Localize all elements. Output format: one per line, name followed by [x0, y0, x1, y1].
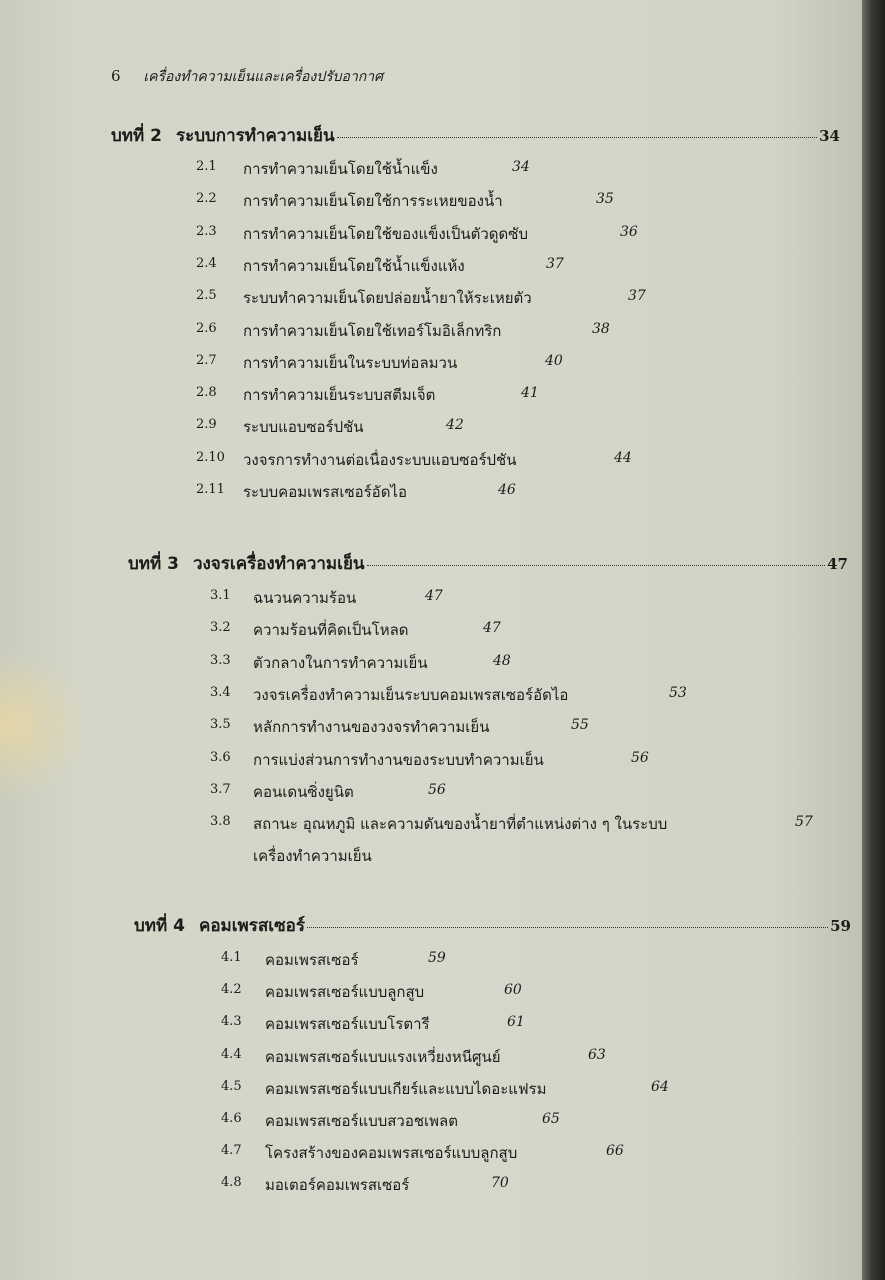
- entry-page: 64: [651, 1078, 669, 1095]
- entry-number: 2.5: [196, 288, 217, 304]
- chapter-label: บทที่ 3: [128, 554, 179, 574]
- entry-number: 4.5: [221, 1078, 242, 1094]
- entry-number: 4.1: [221, 950, 242, 965]
- entry-page: 65: [542, 1111, 560, 1127]
- entry-number: 4.4: [221, 1046, 242, 1062]
- entry-page: 60: [504, 982, 522, 999]
- entry-number: 3.6: [210, 749, 231, 765]
- entry-title: คอมเพรสเซอร์แบบแรงเหวี่ยงหนีศูนย์: [265, 1047, 501, 1066]
- entry-number: 3.8: [210, 814, 231, 830]
- entry-title: การทำความเย็นระบบสตีมเจ็ต: [243, 386, 436, 405]
- dot-leader: [367, 565, 826, 566]
- entry-title: โครงสร้างของคอมเพรสเซอร์แบบลูกสูบ: [265, 1144, 518, 1163]
- entry-title: คอมเพรสเซอร์แบบโรตารี: [265, 1015, 430, 1034]
- entry-title: ตัวกลางในการทำความเย็น: [253, 653, 428, 672]
- entry-number: 4.8: [221, 1175, 242, 1191]
- entry-title: คอมเพรสเซอร์แบบเกียร์และแบบไดอะแฟรม: [265, 1079, 547, 1098]
- running-header: [111, 66, 383, 88]
- entry-page: 57: [795, 814, 813, 831]
- entry-page: 61: [507, 1014, 525, 1031]
- dot-leader: [307, 927, 828, 928]
- entry-number: 3.1: [210, 588, 231, 603]
- entry-title: คอนเดนซิ่งยูนิต: [253, 782, 354, 801]
- entry-number: 2.2: [196, 191, 217, 207]
- entry-number: 2.1: [196, 159, 217, 174]
- entry-number: 2.9: [196, 417, 217, 433]
- entry-number: 2.6: [196, 320, 217, 336]
- entry-page: 55: [571, 717, 589, 734]
- chapter-page: 59: [830, 917, 851, 935]
- chapter-title: ระบบการทำความเย็น: [175, 126, 335, 146]
- dot-leader: [337, 137, 818, 138]
- entry-title: คอมเพรสเซอร์แบบสวอชเพลต: [265, 1112, 458, 1130]
- entry-number: 2.10: [196, 449, 225, 465]
- entry-number: 2.11: [196, 482, 225, 497]
- entry-page: 66: [606, 1143, 624, 1160]
- entry-title: การทำความเย็นโดยใช้น้ำแข็ง: [243, 160, 438, 178]
- entry-page: 41: [521, 385, 539, 402]
- entry-page: 56: [631, 749, 649, 766]
- entry-number: 2.7: [196, 352, 217, 368]
- entry-title: ความร้อนที่คิดเป็นโหลด: [253, 621, 409, 640]
- entry-page: 34: [512, 159, 530, 175]
- entry-page: 37: [546, 255, 564, 272]
- entry-title: การทำความเย็นโดยใช้การระเหยของน้ำ: [243, 192, 503, 211]
- entry-title: ฉนวนความร้อน: [253, 589, 357, 607]
- entry-title: การทำความเย็นในระบบท่อลมวน: [243, 353, 458, 372]
- entry-number: 3.7: [210, 781, 231, 797]
- entry-page: 47: [483, 620, 501, 637]
- entry-title: วงจรเครื่องทำความเย็นระบบคอมเพรสเซอร์อัดไอ: [253, 685, 569, 704]
- entry-number: 2.8: [196, 385, 217, 401]
- entry-title: การทำความเย็นโดยใช้น้ำแข็งแห้ง: [243, 256, 465, 275]
- entry-page: 70: [491, 1175, 509, 1192]
- entry-title: การทำความเย็นโดยใช้ของแข็งเป็นตัวดูดซับ: [243, 224, 528, 243]
- entry-number: 3.3: [210, 652, 231, 668]
- chapter-heading: [134, 912, 851, 939]
- running-title: เครื่องทำความเย็นและเครื่องปรับอากาศ: [143, 69, 384, 85]
- entry-page: 37: [628, 288, 646, 305]
- chapter-heading: [111, 122, 840, 149]
- chapter-page: 34: [819, 127, 840, 145]
- entry-number: 2.4: [196, 255, 217, 271]
- entry-title: ระบบคอมเพรสเซอร์อัดไอ: [243, 483, 407, 501]
- entry-page: 35: [596, 191, 614, 208]
- entry-page: 36: [620, 223, 638, 240]
- entry-number: 4.6: [221, 1111, 242, 1126]
- entry-page: 38: [592, 320, 610, 337]
- chapter-title: วงจรเครื่องทำความเย็น: [192, 554, 365, 574]
- light-glare: [0, 650, 90, 800]
- entry-page: 63: [588, 1046, 606, 1063]
- entry-page: 48: [493, 652, 511, 669]
- entry-number: 2.3: [196, 223, 217, 239]
- chapter-title: คอมเพรสเซอร์: [198, 916, 305, 936]
- chapter-label: บทที่ 2: [111, 126, 162, 146]
- entry-page: 47: [425, 588, 443, 604]
- entry-title: ระบบทำความเย็นโดยปล่อยน้ำยาให้ระเหยตัว: [243, 289, 532, 308]
- entry-title: การทำความเย็นโดยใช้เทอร์โมอิเล็กทริก: [243, 321, 502, 340]
- entry-page: 59: [428, 950, 446, 966]
- book-spine: [862, 0, 885, 1280]
- entry-title: วงจรการทำงานต่อเนื่องระบบแอบซอร์ปชัน: [243, 450, 517, 469]
- entry-title: การแบ่งส่วนการทำงานของระบบทำความเย็น: [253, 750, 544, 769]
- entry-number: 4.2: [221, 982, 242, 998]
- entry-title: คอมเพรสเซอร์แบบลูกสูบ: [265, 983, 425, 1002]
- entry-title: สถานะ อุณหภูมิ และความดันของน้ำยาที่ตำแหน่งต่าง ๆ ในระบบ: [253, 815, 668, 834]
- entry-title: คอมเพรสเซอร์: [265, 951, 359, 969]
- entry-page: 42: [446, 417, 464, 434]
- entry-number: 4.3: [221, 1014, 242, 1030]
- entry-page: 44: [614, 449, 632, 466]
- page-number: 6: [111, 67, 121, 85]
- entry-page: 56: [428, 781, 446, 798]
- entry-number: 4.7: [221, 1143, 242, 1159]
- entry-number: 3.5: [210, 717, 231, 733]
- entry-title: ระบบแอบซอร์ปชัน: [243, 418, 364, 437]
- entry-number: 3.2: [210, 620, 231, 636]
- entry-number: 3.4: [210, 684, 231, 700]
- chapter-heading: [128, 550, 848, 577]
- entry-page: 53: [669, 684, 687, 701]
- entry-title: มอเตอร์คอมเพรสเซอร์: [265, 1176, 410, 1195]
- entry-title: หลักการทำงานของวงจรทำความเย็น: [253, 718, 490, 737]
- entry-title-continued: เครื่องทำความเย็น: [253, 847, 372, 866]
- entry-page: 46: [498, 482, 516, 498]
- chapter-label: บทที่ 4: [134, 916, 185, 936]
- chapter-page: 47: [827, 555, 848, 573]
- entry-page: 40: [545, 352, 563, 369]
